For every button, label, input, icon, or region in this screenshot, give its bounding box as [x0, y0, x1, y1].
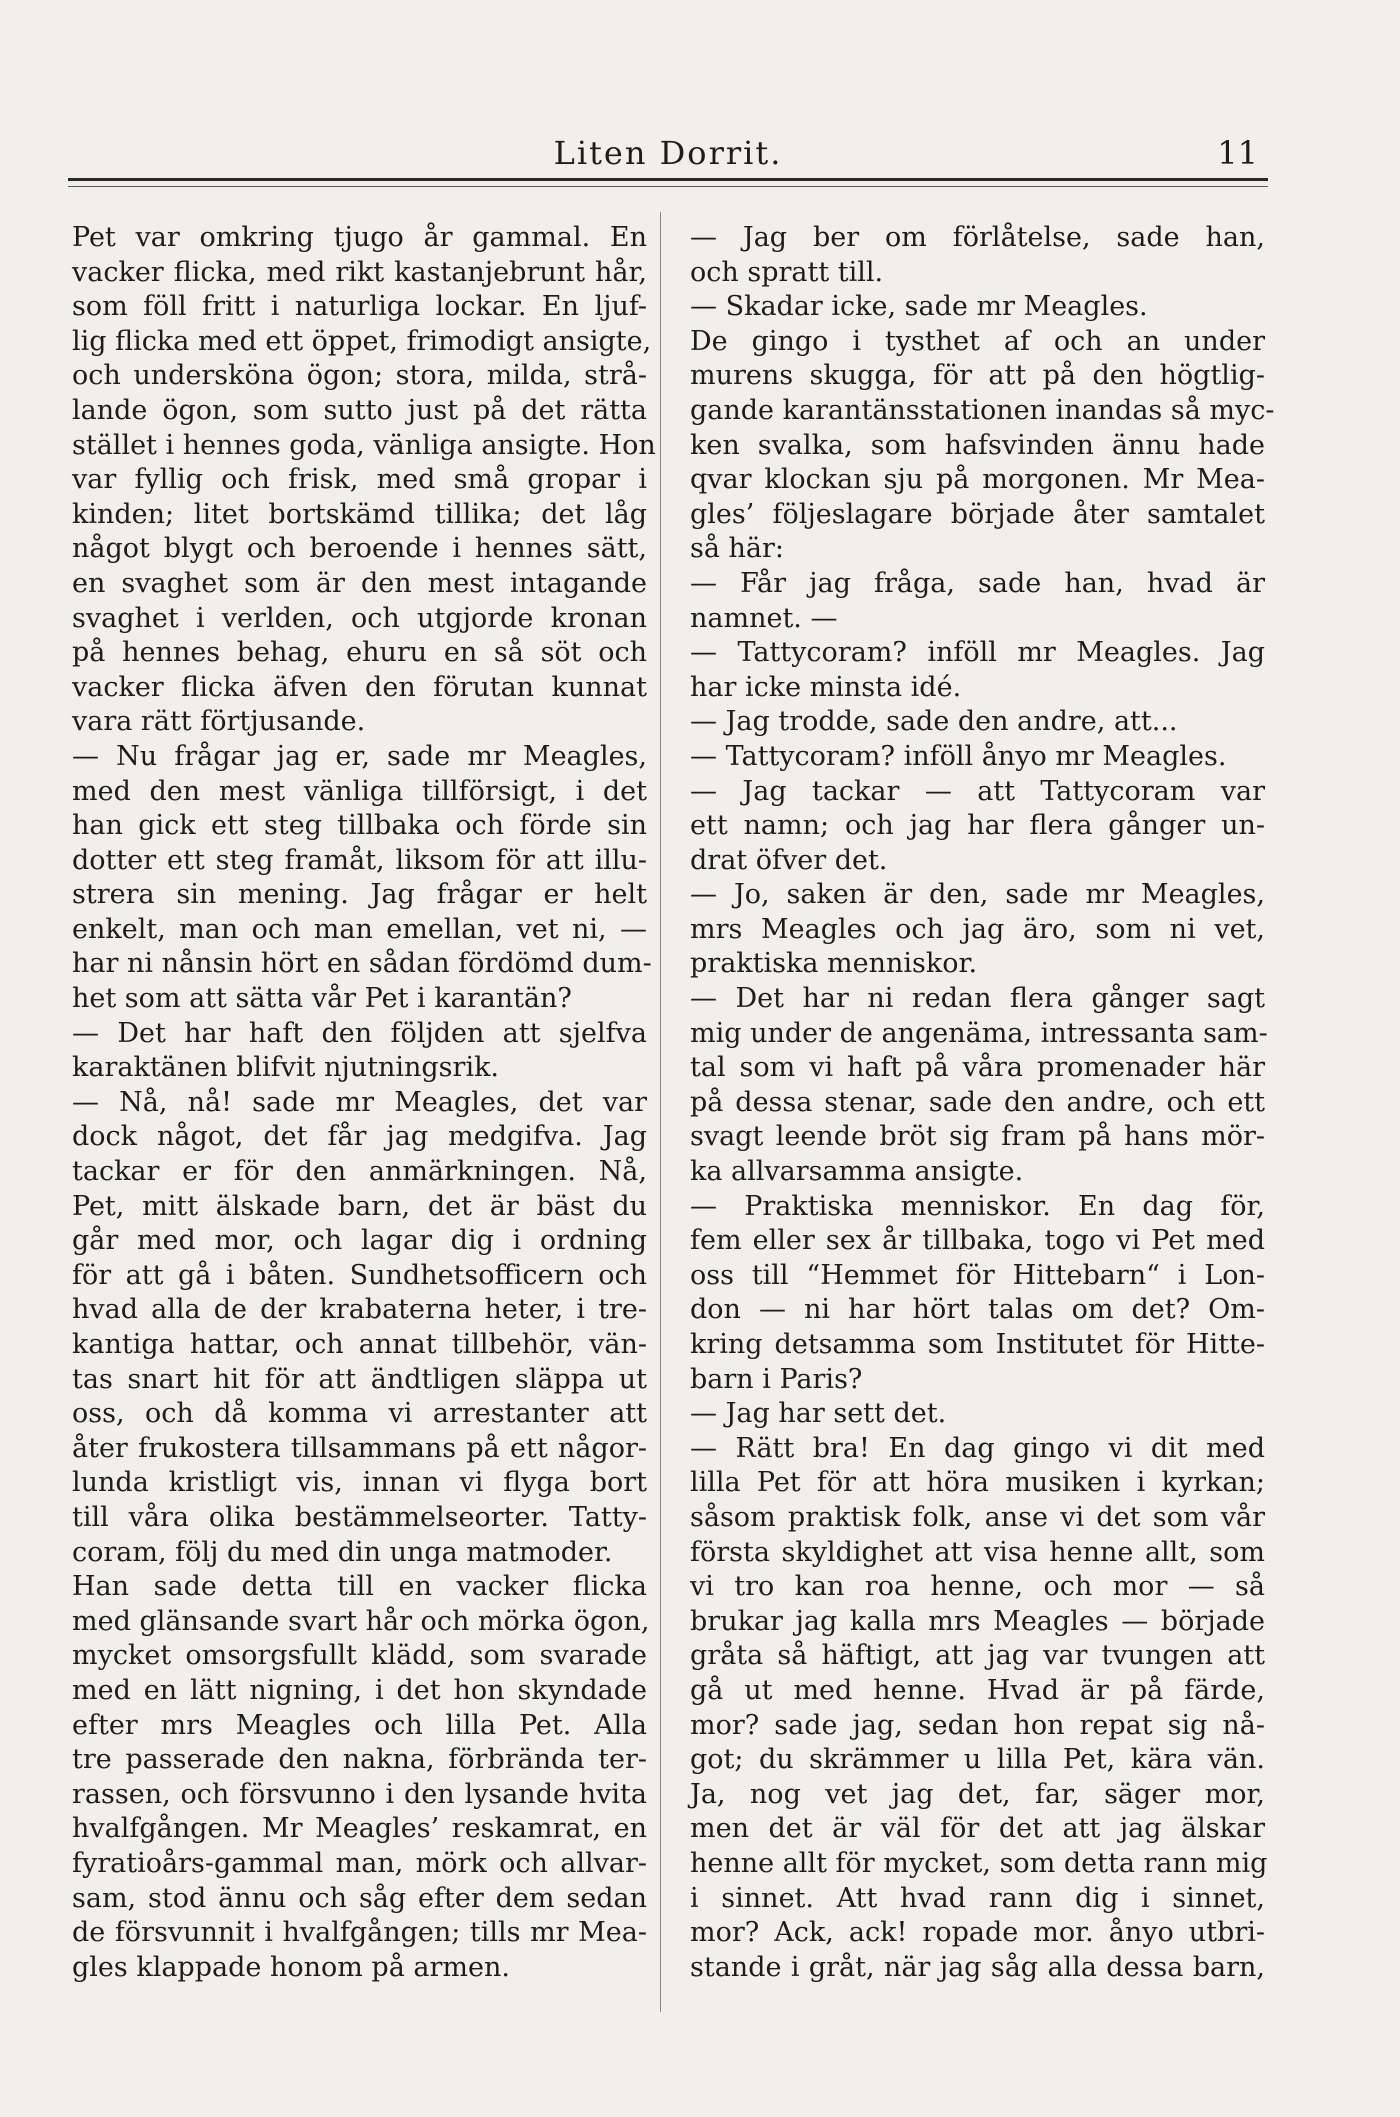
text-line: fyratioårs-gammal man, mörk och allvar- — [72, 1847, 647, 1879]
running-header — [68, 128, 1268, 178]
text-line: åter frukostera tillsammans på ett någor- — [72, 1432, 647, 1464]
text-line: tal som vi haft på våra promenader här — [690, 1052, 1265, 1084]
text-line: efter mrs Meagles och lilla Pet. Alla — [72, 1709, 647, 1741]
text-line: de försvunnit i hvalfgången; tills mr Mea- — [72, 1917, 647, 1949]
text-line: henne allt för mycket, som detta rann mig — [690, 1847, 1268, 1879]
text-line: lande ögon, som sutto just på det rätta — [72, 394, 647, 426]
text-line: så här: — [690, 533, 785, 565]
text-line: — Skadar icke, sade mr Meagles. — [690, 291, 1148, 323]
running-title: Liten Dorrit. — [553, 134, 783, 172]
text-line: till våra olika bestämmelseorter. Tatty- — [72, 1501, 647, 1533]
text-line: har ni nånsin hört en sådan fördömd dum- — [72, 948, 652, 980]
text-line: drat öfver det. — [690, 844, 888, 876]
text-line: Ja, nog vet jag det, far, säger mor, — [690, 1778, 1265, 1810]
text-line: oss till “Hemmet för Hittebarn“ i Lon- — [690, 1259, 1265, 1291]
text-line: — Rätt bra! En dag gingo vi dit med — [690, 1432, 1265, 1464]
page-number: 11 — [1217, 134, 1258, 172]
text-line: namnet. — — [690, 602, 838, 634]
text-line: med den mest vänliga tillförsigt, i det — [72, 775, 647, 807]
header-rule-thin — [68, 186, 1268, 187]
text-line: — Får jag fråga, sade han, hvad är — [690, 567, 1265, 599]
text-line: De gingo i tysthet af och an under — [690, 325, 1265, 357]
text-line: strera sin mening. Jag frågar er helt — [72, 879, 647, 911]
text-line: hvalfgången. Mr Meagles’ reskamrat, en — [72, 1813, 647, 1845]
text-line: tas snart hit för att ändtligen släppa ut — [72, 1363, 647, 1395]
text-line: går med mor, och lagar dig i ordning — [72, 1225, 647, 1257]
text-line: — Jag tackar — att Tattycoram var — [690, 775, 1265, 807]
text-line: — Nu frågar jag er, sade mr Meagles, — [72, 740, 647, 772]
text-line: praktiska menniskor. — [690, 948, 978, 980]
text-line: brukar jag kalla mrs Meagles — började — [690, 1605, 1265, 1637]
text-line: lilla Pet för att höra musiken i kyrkan; — [690, 1467, 1265, 1499]
text-line: don — ni har hört talas om det? Om- — [690, 1294, 1265, 1326]
text-line: kantiga hattar, och annat tillbehör, vän- — [72, 1329, 647, 1360]
text-line: ka allvarsamma ansigte. — [690, 1156, 1024, 1188]
text-line: och spratt till. — [690, 256, 884, 288]
text-line: kinden; litet bortskämd tillika; det låg — [72, 498, 647, 530]
text-line: vi tro kan roa henne, och mor — så — [690, 1571, 1265, 1603]
text-line: fem eller sex år tillbaka, togo vi Pet med — [690, 1225, 1265, 1257]
text-line: — Tattycoram? inföll mr Meagles. Jag — [690, 637, 1265, 669]
text-line: mig under de angenäma, intressanta sam- — [690, 1017, 1268, 1049]
text-line: dotter ett steg framåt, liksom för att illu- — [72, 844, 647, 876]
text-line: — Jo, saken är den, sade mr Meagles, — [690, 879, 1265, 911]
text-line: såsom praktisk folk, anse vi det som vår — [690, 1501, 1265, 1533]
text-line: stället i hennes goda, vänliga ansigte. Hon — [72, 429, 656, 461]
text-line: något blygt och beroende i hennes sätt, — [72, 533, 647, 565]
header-rule — [68, 178, 1268, 181]
text-line: första skyldighet att visa henne allt, som — [690, 1536, 1265, 1568]
text-line: för att gå i båten. Sundhetsofficern och — [72, 1259, 647, 1291]
text-line: på dessa stenar, sade den andre, och ett — [690, 1086, 1265, 1118]
text-line: tre passerade den nakna, förbrända ter- — [72, 1744, 647, 1776]
text-line: mycket omsorgsfullt klädd, som svarade — [72, 1640, 647, 1672]
left-column — [72, 221, 656, 1985]
text-line: — Tattycoram? inföll ånyo mr Meagles. — [690, 740, 1227, 772]
text-line: — Det har haft den följden att sjelfva — [72, 1017, 647, 1049]
text-line: oss, och då komma vi arrestanter att — [72, 1398, 647, 1430]
text-line: ken svalka, som hafsvinden ännu hade — [690, 429, 1265, 461]
text-line: lunda kristligt vis, innan vi flyga bort — [72, 1467, 647, 1499]
column-divider — [660, 212, 661, 2012]
text-line: med en lätt nigning, i det hon skyndade — [72, 1674, 647, 1706]
text-line: vacker flicka, med rikt kastanjebrunt hår, — [72, 256, 647, 288]
text-line: var fyllig och frisk, med små gropar i — [72, 464, 647, 496]
text-line: qvar klockan sju på morgonen. Mr Mea- — [690, 464, 1265, 496]
text-line: en svaghet som är den mest intagande — [72, 567, 647, 599]
text-line: på hennes behag, ehuru en så söt och — [72, 637, 647, 669]
text-line: Han sade detta till en vacker flicka — [72, 1571, 647, 1603]
text-line: men det är väl för det att jag älskar — [690, 1813, 1265, 1845]
text-line: har icke minsta idé. — [690, 671, 962, 703]
text-line: som föll fritt i naturliga lockar. En ljuf- — [72, 291, 647, 323]
text-line: mor? Ack, ack! ropade mor. ånyo utbri- — [690, 1917, 1265, 1949]
text-line: och undersköna ögon; stora, milda, strå- — [72, 360, 647, 392]
text-line: tackar er för den anmärkningen. Nå, — [72, 1156, 647, 1188]
text-line: enkelt, man och man emellan, vet ni, — — [72, 913, 647, 945]
text-line: — Det har ni redan flera gånger sagt — [690, 983, 1265, 1015]
text-line: gles klappade honom på armen. — [72, 1951, 510, 1983]
text-line: sam, stod ännu och såg efter dem sedan — [72, 1882, 647, 1914]
text-line: — Nå, nå! sade mr Meagles, det var — [72, 1086, 647, 1118]
text-line: med glänsande svart hår och mörka ögon, — [72, 1605, 650, 1637]
text-line: Pet var omkring tjugo år gammal. En — [72, 222, 647, 253]
text-line: vacker flicka äfven den förutan kunnat — [72, 671, 647, 703]
text-line: mor? sade jag, sedan hon repat sig nå- — [690, 1709, 1265, 1741]
text-line: Pet, mitt älskade barn, det är bäst du — [72, 1190, 647, 1222]
text-line: murens skugga, för att på den högtlig- — [690, 360, 1265, 392]
text-line: gles’ följeslagare började åter samtalet — [690, 498, 1265, 530]
text-line: stande i gråt, när jag såg alla dessa barn, — [690, 1951, 1265, 1983]
right-column — [690, 221, 1275, 1985]
text-line: het som att sätta vår Pet i karantän? — [72, 983, 572, 1015]
text-line: lig flicka med ett öppet, frimodigt ansigte, — [72, 325, 652, 357]
text-line: coram, följ du med din unga matmoder. — [72, 1536, 613, 1568]
text-line: — Jag ber om förlåtelse, sade han, — [690, 222, 1265, 253]
text-line: svagt leende bröt sig fram på hans mör- — [690, 1121, 1265, 1153]
text-line: gande karantänsstationen inandas så myc- — [690, 394, 1275, 426]
text-line: han gick ett steg tillbaka och förde sin — [72, 810, 647, 842]
text-line: — Praktiska menniskor. En dag för, — [690, 1190, 1265, 1222]
text-line: svaghet i verlden, och utgjorde kronan — [72, 602, 647, 634]
text-line: mrs Meagles och jag äro, som ni vet, — [690, 913, 1265, 945]
text-line: dock något, det får jag medgifva. Jag — [72, 1121, 647, 1153]
text-line: kring detsamma som Institutet för Hitte- — [690, 1329, 1265, 1360]
text-line: gråta så häftigt, att jag var tvungen att — [690, 1640, 1265, 1672]
text-line: ett namn; och jag har flera gånger un- — [690, 810, 1265, 842]
text-line: — Jag trodde, sade den andre, att... — [690, 706, 1178, 738]
text-line: karaktänen blifvit njutningsrik. — [72, 1052, 500, 1084]
text-line: vara rätt förtjusande. — [72, 706, 366, 738]
text-line: hvad alla de der krabaterna heter, i tre- — [72, 1294, 647, 1326]
text-line: barn i Paris? — [690, 1363, 863, 1395]
text-line: — Jag har sett det. — [690, 1398, 947, 1430]
text-line: got; du skrämmer u lilla Pet, kära vän. — [690, 1744, 1265, 1776]
text-line: gå ut med henne. Hvad är på färde, — [690, 1674, 1265, 1706]
text-line: rassen, och försvunno i den lysande hvita — [72, 1778, 647, 1810]
text-line: i sinnet. Att hvad rann dig i sinnet, — [690, 1882, 1265, 1914]
